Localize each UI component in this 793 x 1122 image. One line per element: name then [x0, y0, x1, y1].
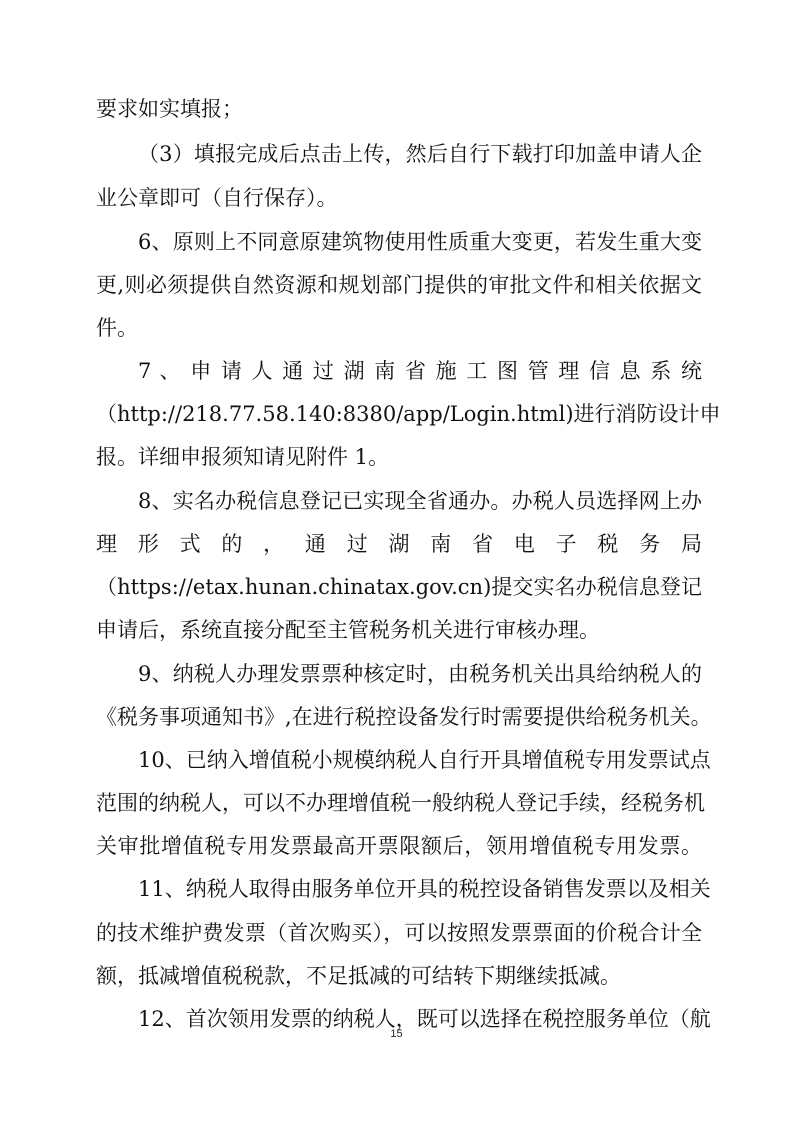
text-line: （http://218.77.58.140:8380/app/Login.html)进行消防设计申 — [96, 402, 721, 426]
page-number: 15 — [390, 1028, 403, 1040]
text-line: 9、纳税人办理发票票种核定时，由税务机关出具给纳税人的 — [138, 662, 702, 686]
text-line: 11、纳税人取得由服务单位开具的税控设备销售发票以及相关 — [138, 877, 711, 901]
text-line: 的技术维护费发票（首次购买），可以按照发票票面的价税合计全 — [96, 921, 702, 945]
text-line: （https://etax.hunan.chinatax.gov.cn)提交实名办税信息登记 — [96, 575, 702, 599]
text-line: 件。 — [96, 316, 138, 340]
text-line: 《税务事项通知书》,在进行税控设备发行时需要提供给税务机关。 — [96, 705, 712, 729]
text-line: 范围的纳税人，可以不办理增值税一般纳税人登记手续，经税务机 — [96, 791, 705, 815]
text-line: 理 形 式 的 ， 通 过 湖 南 省 电 子 税 务 局 — [96, 532, 702, 556]
text-line: 额，抵减增值税税款，不足抵减的可结转下期继续抵减。 — [96, 964, 621, 988]
text-line: 关审批增值税专用发票最高开票限额后，领用增值税专用发票。 — [96, 834, 702, 858]
text-line: 6、原则上不同意原建筑物使用性质重大变更，若发生重大变 — [138, 230, 702, 254]
text-line: 10、已纳入增值税小规模纳税人自行开具增值税专用发票试点 — [138, 748, 711, 772]
text-line: 8、实名办税信息登记已实现全省通办。办税人员选择网上办 — [138, 489, 702, 513]
text-line: 12、首次领用发票的纳税人，既可以选择在税控服务单位（航 — [138, 1007, 711, 1031]
text-line: 申请后，系统直接分配至主管税务机关进行审核办理。 — [96, 618, 600, 642]
text-line: 业公章即可（自行保存）。 — [96, 186, 338, 210]
text-line: 7 、 申 请 人 通 过 湖 南 省 施 工 图 管 理 信 息 系 统 — [138, 359, 702, 383]
text-line: 更,则必须提供自然资源和规划部门提供的审批文件和相关依据文 — [96, 273, 702, 297]
text-line: 报。详细申报须知请见附件 1。 — [96, 445, 390, 469]
text-line: （3）填报完成后点击上传，然后自行下载打印加盖申请人企 — [138, 142, 702, 166]
text-line: 要求如实填报； — [96, 97, 243, 121]
